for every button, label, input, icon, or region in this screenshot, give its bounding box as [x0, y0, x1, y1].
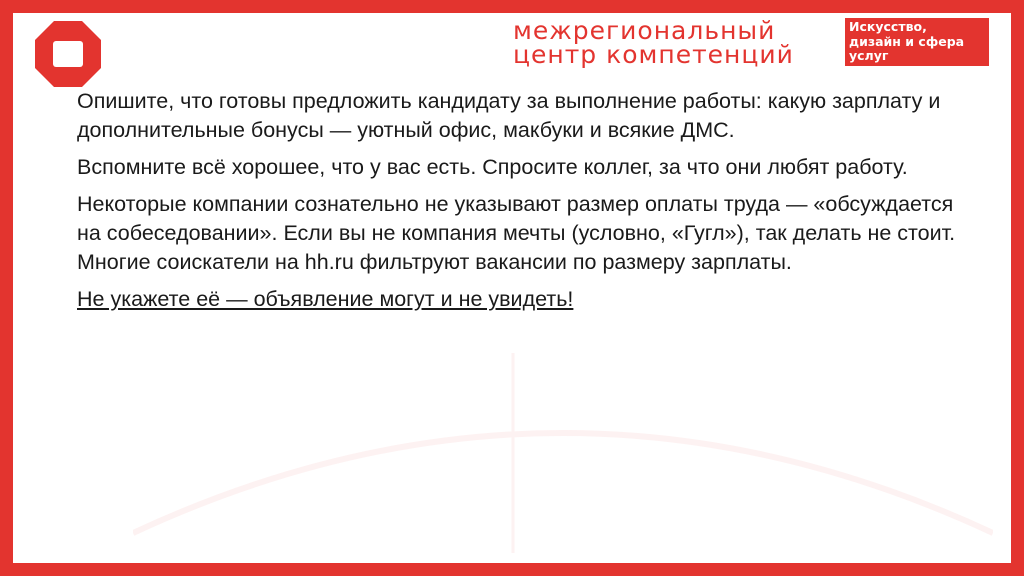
badge-line-3: услуг	[849, 48, 889, 63]
paragraph-warning: Не укажете её — объявление могут и не увидеть!	[77, 287, 574, 311]
badge-line-2: дизайн и сфера	[849, 33, 965, 49]
background-watermark	[133, 353, 993, 553]
paragraph-salary: Некоторые компании сознательно не указывают размер оплаты труда — «обсуждается на собеседовании». Если вы не компания мечты (условно, «Гугл»), так делать не стоит. Многие соискатели на hh.ru фильтруют вакансии по размеру зарплаты.	[77, 192, 956, 274]
paragraph-offer: Опишите, что готовы предложить кандидату за выполнение работы: какую зарплату и дополнительные бонусы — уютный офис, макбуки и всякие ДМС.	[77, 89, 941, 142]
organization-title-line2: центр компетенций	[513, 40, 794, 69]
slide	[13, 13, 1011, 563]
organization-title-line1: межрегиональный	[513, 16, 776, 45]
organization-title	[513, 16, 794, 69]
badge-line-1: Искусство,	[849, 19, 927, 34]
paragraph-colleagues: Вспомните всё хорошее, что у вас есть. Спросите коллег, за что они любят работу.	[77, 155, 908, 179]
octagon-logo-icon	[35, 21, 101, 87]
slide-body	[77, 87, 977, 322]
category-badge	[845, 18, 989, 66]
